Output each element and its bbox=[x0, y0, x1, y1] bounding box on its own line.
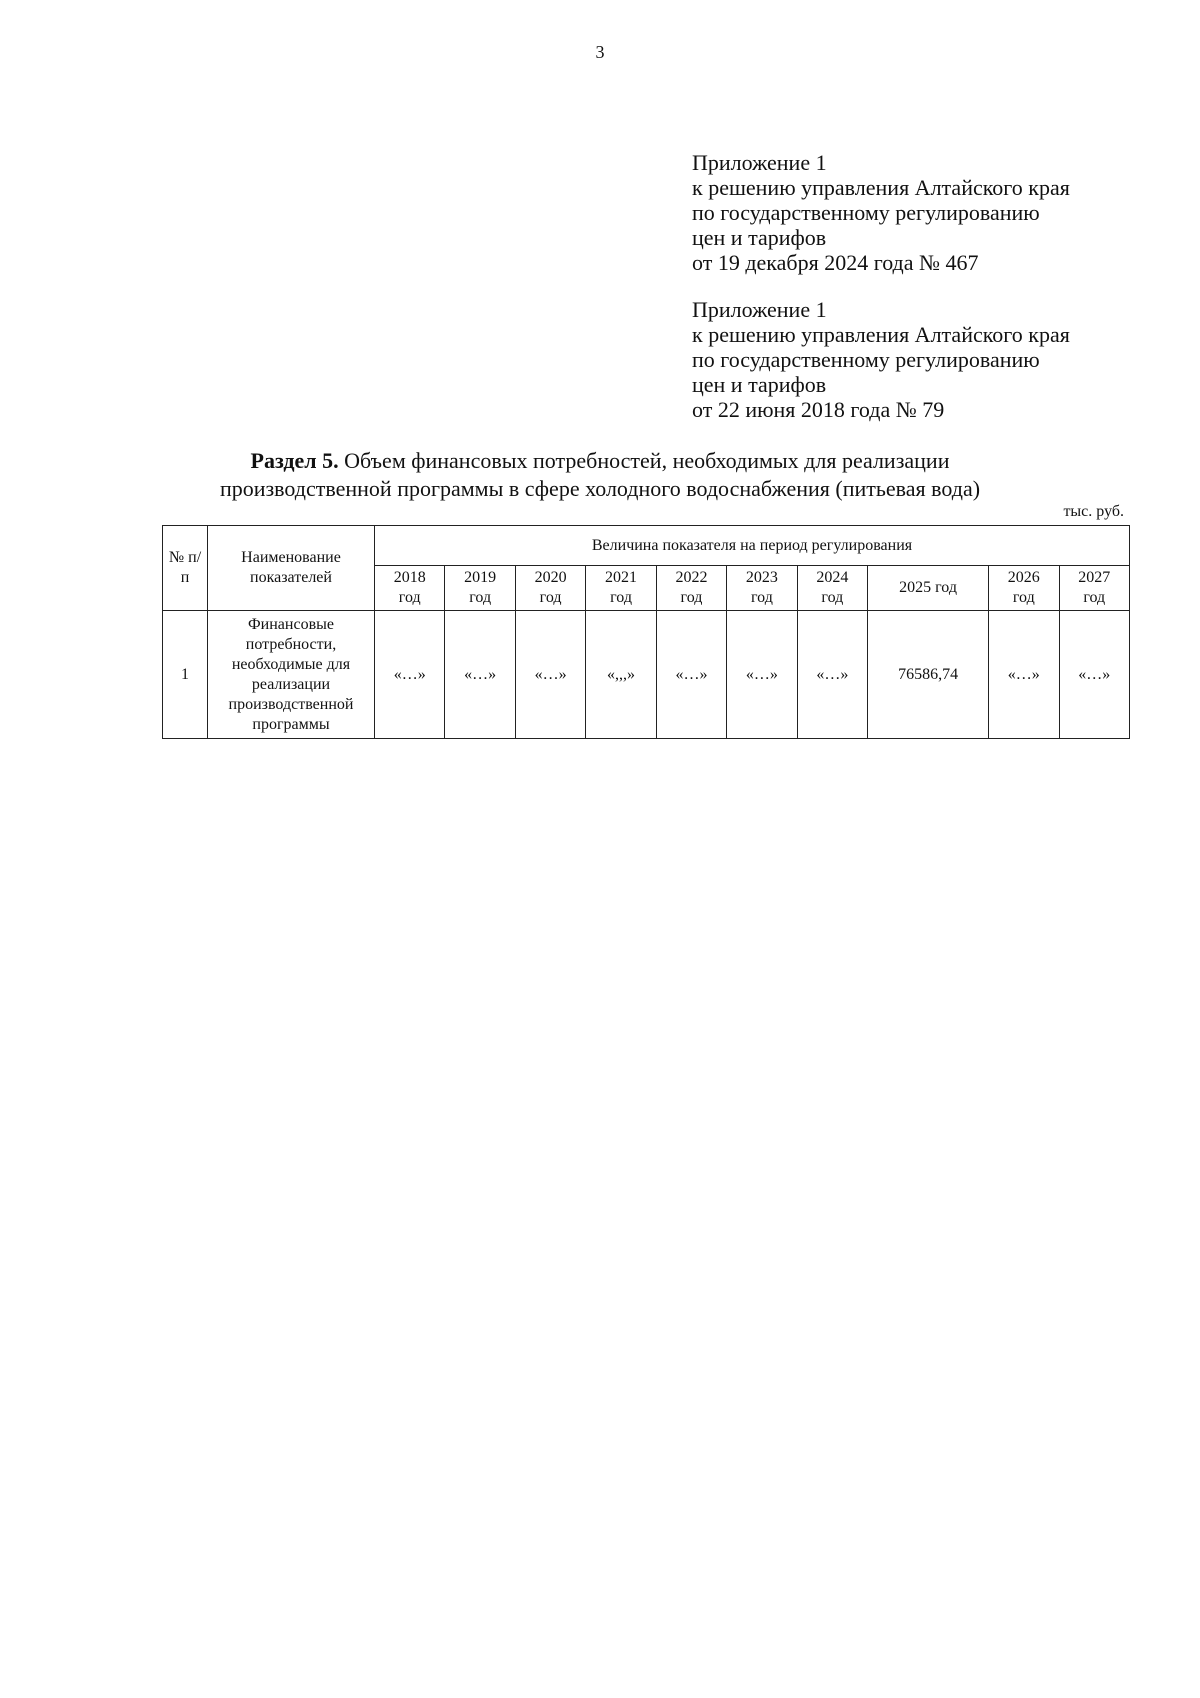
year-header: 2021 год bbox=[586, 566, 656, 611]
appendix-title: Приложение 1 bbox=[692, 150, 827, 175]
year-header: 2019 год bbox=[445, 566, 515, 611]
appendix-decision-date: от 19 декабря 2024 года № 467 bbox=[692, 250, 979, 275]
year-header: 2024 год bbox=[797, 566, 867, 611]
value-cell: 76586,74 bbox=[868, 611, 989, 739]
year-header: 2020 год bbox=[515, 566, 585, 611]
row-name: Финансовые потребности, необходимые для реализации производственной программы bbox=[208, 611, 375, 739]
value-cell: «,,,» bbox=[586, 611, 656, 739]
appendix-decision-date: от 22 июня 2018 года № 79 bbox=[692, 397, 945, 422]
appendix-header-current bbox=[692, 150, 1070, 275]
year-header: 2023 год bbox=[727, 566, 797, 611]
page-number: 3 bbox=[595, 42, 605, 62]
header-period: Величина показателя на период регулирования bbox=[375, 526, 1130, 566]
value-cell: «…» bbox=[656, 611, 726, 739]
year-header: 2027 год bbox=[1059, 566, 1129, 611]
value-cell: «…» bbox=[727, 611, 797, 739]
value-cell: «…» bbox=[1059, 611, 1129, 739]
table-row bbox=[163, 611, 1130, 739]
appendix-line: по государственному регулированию bbox=[692, 347, 1040, 372]
value-cell: «…» bbox=[445, 611, 515, 739]
units-label: тыс. руб. bbox=[1063, 503, 1124, 520]
appendix-line: цен и тарифов bbox=[692, 225, 827, 250]
section-title-line-2: производственной программы в сфере холодного водоснабжения (питьевая вода) bbox=[219, 476, 981, 501]
year-header: 2026 год bbox=[989, 566, 1059, 611]
year-header: 2025 год bbox=[868, 566, 989, 611]
value-cell: «…» bbox=[515, 611, 585, 739]
year-header: 2018 год bbox=[375, 566, 445, 611]
appendix-header-original bbox=[692, 297, 1070, 422]
appendix-line: по государственному регулированию bbox=[692, 200, 1040, 225]
financial-needs-table bbox=[162, 525, 1130, 739]
value-cell: «…» bbox=[375, 611, 445, 739]
row-number: 1 bbox=[163, 611, 208, 739]
section-number: Раздел 5. bbox=[250, 448, 339, 473]
header-number: № п/п bbox=[163, 526, 208, 611]
appendix-line: к решению управления Алтайского края bbox=[692, 322, 1070, 347]
header-name: Наименование показателей bbox=[208, 526, 375, 611]
year-header: 2022 год bbox=[656, 566, 726, 611]
value-cell: «…» bbox=[797, 611, 867, 739]
table-header-row bbox=[163, 526, 1130, 566]
appendix-title: Приложение 1 bbox=[692, 297, 827, 322]
appendix-line: цен и тарифов bbox=[692, 372, 827, 397]
appendix-line: к решению управления Алтайского края bbox=[692, 175, 1070, 200]
value-cell: «…» bbox=[989, 611, 1059, 739]
section-title-line-1: Объем финансовых потребностей, необходимых для реализации bbox=[338, 448, 950, 473]
section-title bbox=[150, 447, 1050, 503]
